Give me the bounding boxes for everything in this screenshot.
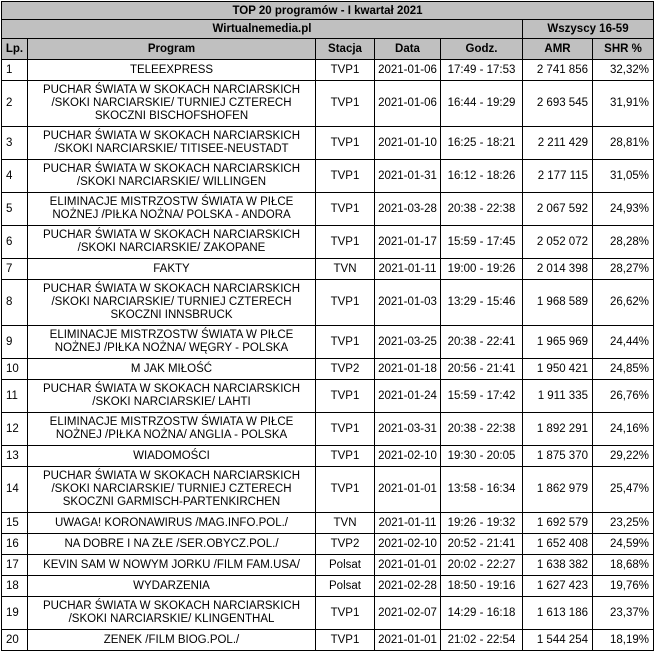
- ranking-table-container: [1, 1, 654, 651]
- row-program: ELIMINACJE MISTRZOSTW ŚWIATA W PIŁCE NOŻNEJ /PIŁKA NOŻNA/ WĘGRY - POLSKA: [28, 326, 316, 359]
- row-lp: 5: [2, 193, 28, 226]
- table-row: [2, 576, 654, 597]
- row-program: PUCHAR ŚWIATA W SKOKACH NARCIARSKICH /SKOKI NARCIARSKIE/ TURNIEJ CZTERECH SKOCZNI GARMISCH-PARTENKIRCHEN: [28, 467, 316, 513]
- row-shr: 18,19%: [593, 630, 654, 651]
- row-lp: 15: [2, 513, 28, 534]
- row-amr: 1 875 370: [523, 446, 593, 467]
- row-stacja: TVP1: [316, 193, 375, 226]
- row-amr: 1 638 382: [523, 555, 593, 576]
- row-amr: 2 052 072: [523, 226, 593, 259]
- row-amr: 1 965 969: [523, 326, 593, 359]
- row-amr: 2 067 592: [523, 193, 593, 226]
- table-row: [2, 127, 654, 160]
- row-godz: 20:38 - 22:41: [441, 326, 523, 359]
- column-header-amr: AMR: [523, 39, 593, 60]
- table-row: [2, 446, 654, 467]
- row-godz: 18:50 - 19:16: [441, 576, 523, 597]
- row-stacja: TVP1: [316, 226, 375, 259]
- table-row: [2, 60, 654, 81]
- table-row: [2, 81, 654, 127]
- table-row: [2, 326, 654, 359]
- row-godz: 16:12 - 18:26: [441, 160, 523, 193]
- row-stacja: TVP1: [316, 326, 375, 359]
- row-data: 2021-01-01: [375, 467, 441, 513]
- row-shr: 24,93%: [593, 193, 654, 226]
- row-lp: 4: [2, 160, 28, 193]
- row-shr: 25,47%: [593, 467, 654, 513]
- row-shr: 24,44%: [593, 326, 654, 359]
- row-program: WYDARZENIA: [28, 576, 316, 597]
- row-shr: 29,22%: [593, 446, 654, 467]
- row-lp: 14: [2, 467, 28, 513]
- row-data: 2021-01-06: [375, 60, 441, 81]
- row-data: 2021-03-28: [375, 193, 441, 226]
- row-lp: 13: [2, 446, 28, 467]
- row-data: 2021-01-01: [375, 630, 441, 651]
- row-program: PUCHAR ŚWIATA W SKOKACH NARCIARSKICH /SKOKI NARCIARSKIE/ TITISEE-NEUSTADT: [28, 127, 316, 160]
- row-stacja: TVP1: [316, 597, 375, 630]
- row-shr: 28,27%: [593, 259, 654, 280]
- column-header-godz: Godz.: [441, 39, 523, 60]
- row-lp: 18: [2, 576, 28, 597]
- row-amr: 1 627 423: [523, 576, 593, 597]
- row-data: 2021-03-25: [375, 326, 441, 359]
- table-row: [2, 555, 654, 576]
- column-header-data: Data: [375, 39, 441, 60]
- row-amr: 1 652 408: [523, 534, 593, 555]
- row-godz: 20:38 - 22:38: [441, 193, 523, 226]
- table-row: [2, 413, 654, 446]
- row-lp: 9: [2, 326, 28, 359]
- row-lp: 16: [2, 534, 28, 555]
- row-program: FAKTY: [28, 259, 316, 280]
- row-stacja: TVP1: [316, 81, 375, 127]
- table-row: [2, 534, 654, 555]
- row-stacja: TVP1: [316, 60, 375, 81]
- row-amr: 2 693 545: [523, 81, 593, 127]
- row-program: NA DOBRE I NA ZŁE /SER.OBYCZ.POL./: [28, 534, 316, 555]
- row-data: 2021-01-24: [375, 380, 441, 413]
- row-shr: 31,05%: [593, 160, 654, 193]
- row-godz: 15:59 - 17:42: [441, 380, 523, 413]
- table-row: [2, 513, 654, 534]
- row-lp: 19: [2, 597, 28, 630]
- table-row: [2, 160, 654, 193]
- row-data: 2021-02-10: [375, 534, 441, 555]
- row-godz: 16:44 - 19:29: [441, 81, 523, 127]
- row-shr: 18,68%: [593, 555, 654, 576]
- row-shr: 28,81%: [593, 127, 654, 160]
- row-data: 2021-02-07: [375, 597, 441, 630]
- row-godz: 14:29 - 16:18: [441, 597, 523, 630]
- row-godz: 19:00 - 19:26: [441, 259, 523, 280]
- row-stacja: TVN: [316, 513, 375, 534]
- row-amr: 2 741 856: [523, 60, 593, 81]
- row-amr: 2 014 398: [523, 259, 593, 280]
- row-godz: 20:56 - 21:41: [441, 359, 523, 380]
- row-amr: 1 544 254: [523, 630, 593, 651]
- row-stacja: Polsat: [316, 576, 375, 597]
- row-shr: 24,16%: [593, 413, 654, 446]
- row-data: 2021-01-17: [375, 226, 441, 259]
- row-program: TELEEXPRESS: [28, 60, 316, 81]
- row-godz: 17:49 - 17:53: [441, 60, 523, 81]
- row-amr: 2 177 115: [523, 160, 593, 193]
- column-header-stacja: Stacja: [316, 39, 375, 60]
- table-row: [2, 467, 654, 513]
- row-stacja: TVP2: [316, 359, 375, 380]
- row-shr: 32,32%: [593, 60, 654, 81]
- table-source: Wirtualnemedia.pl: [2, 20, 523, 39]
- row-lp: 6: [2, 226, 28, 259]
- row-program: WIADOMOŚCI: [28, 446, 316, 467]
- ranking-table: [1, 1, 654, 651]
- row-data: 2021-02-10: [375, 446, 441, 467]
- row-data: 2021-01-01: [375, 555, 441, 576]
- row-program: ELIMINACJE MISTRZOSTW ŚWIATA W PIŁCE NOŻNEJ /PIŁKA NOŻNA/ ANGLIA - POLSKA: [28, 413, 316, 446]
- table-body: [2, 60, 654, 651]
- row-lp: 20: [2, 630, 28, 651]
- row-data: 2021-01-31: [375, 160, 441, 193]
- row-shr: 31,91%: [593, 81, 654, 127]
- row-stacja: TVP1: [316, 413, 375, 446]
- table-row: [2, 380, 654, 413]
- row-program: ELIMINACJE MISTRZOSTW ŚWIATA W PIŁCE NOŻNEJ /PIŁKA NOŻNA/ POLSKA - ANDORA: [28, 193, 316, 226]
- row-stacja: TVP1: [316, 160, 375, 193]
- column-header-lp: Lp.: [2, 39, 28, 60]
- row-amr: 1 950 421: [523, 359, 593, 380]
- row-data: 2021-01-10: [375, 127, 441, 160]
- table-row: [2, 280, 654, 326]
- row-program: PUCHAR ŚWIATA W SKOKACH NARCIARSKICH /SKOKI NARCIARSKIE/ ZAKOPANE: [28, 226, 316, 259]
- table-row: [2, 259, 654, 280]
- table-row: [2, 193, 654, 226]
- row-lp: 10: [2, 359, 28, 380]
- row-godz: 20:02 - 22:27: [441, 555, 523, 576]
- row-amr: 1 968 589: [523, 280, 593, 326]
- row-lp: 7: [2, 259, 28, 280]
- row-stacja: TVP1: [316, 280, 375, 326]
- row-shr: 19,76%: [593, 576, 654, 597]
- row-data: 2021-03-31: [375, 413, 441, 446]
- row-stacja: TVN: [316, 259, 375, 280]
- row-data: 2021-01-18: [375, 359, 441, 380]
- row-godz: 16:25 - 18:21: [441, 127, 523, 160]
- row-shr: 24,59%: [593, 534, 654, 555]
- row-shr: 28,28%: [593, 226, 654, 259]
- row-data: 2021-02-28: [375, 576, 441, 597]
- row-program: PUCHAR ŚWIATA W SKOKACH NARCIARSKICH /SKOKI NARCIARSKIE/ KLINGENTHAL: [28, 597, 316, 630]
- row-shr: 24,85%: [593, 359, 654, 380]
- row-stacja: TVP1: [316, 630, 375, 651]
- row-lp: 1: [2, 60, 28, 81]
- row-stacja: TVP1: [316, 380, 375, 413]
- row-data: 2021-01-06: [375, 81, 441, 127]
- row-lp: 8: [2, 280, 28, 326]
- row-program: ZENEK /FILM BIOG.POL./: [28, 630, 316, 651]
- row-program: PUCHAR ŚWIATA W SKOKACH NARCIARSKICH /SKOKI NARCIARSKIE/ TURNIEJ CZTERECH SKOCZNI BISCHOFSHOFEN: [28, 81, 316, 127]
- row-lp: 12: [2, 413, 28, 446]
- row-lp: 11: [2, 380, 28, 413]
- table-row: [2, 359, 654, 380]
- row-godz: 19:30 - 20:05: [441, 446, 523, 467]
- row-program: UWAGA! KORONAWIRUS /MAG.INFO.POL./: [28, 513, 316, 534]
- row-program: PUCHAR ŚWIATA W SKOKACH NARCIARSKICH /SKOKI NARCIARSKIE/ TURNIEJ CZTERECH SKOCZNI INNSBRUCK: [28, 280, 316, 326]
- row-amr: 1 692 579: [523, 513, 593, 534]
- target-group: Wszyscy 16-59: [523, 20, 654, 39]
- row-stacja: TVP1: [316, 446, 375, 467]
- row-godz: 21:02 - 22:54: [441, 630, 523, 651]
- row-data: 2021-01-11: [375, 513, 441, 534]
- row-shr: 26,76%: [593, 380, 654, 413]
- row-stacja: TVP1: [316, 127, 375, 160]
- row-program: PUCHAR ŚWIATA W SKOKACH NARCIARSKICH /SKOKI NARCIARSKIE/ LAHTI: [28, 380, 316, 413]
- row-lp: 17: [2, 555, 28, 576]
- row-amr: 1 613 186: [523, 597, 593, 630]
- row-amr: 1 892 291: [523, 413, 593, 446]
- row-godz: 15:59 - 17:45: [441, 226, 523, 259]
- row-amr: 1 862 979: [523, 467, 593, 513]
- row-stacja: TVP2: [316, 534, 375, 555]
- row-lp: 2: [2, 81, 28, 127]
- column-header-shr: SHR %: [593, 39, 654, 60]
- row-stacja: Polsat: [316, 555, 375, 576]
- row-lp: 3: [2, 127, 28, 160]
- row-stacja: TVP1: [316, 467, 375, 513]
- row-data: 2021-01-03: [375, 280, 441, 326]
- row-program: KEVIN SAM W NOWYM JORKU /FILM FAM.USA/: [28, 555, 316, 576]
- row-amr: 1 911 335: [523, 380, 593, 413]
- table-row: [2, 226, 654, 259]
- table-row: [2, 597, 654, 630]
- column-header-row: [2, 39, 654, 60]
- column-header-program: Program: [28, 39, 316, 60]
- row-godz: 19:26 - 19:32: [441, 513, 523, 534]
- row-godz: 13:58 - 16:34: [441, 467, 523, 513]
- row-godz: 20:38 - 22:38: [441, 413, 523, 446]
- table-title: TOP 20 programów - I kwartał 2021: [2, 2, 654, 20]
- row-shr: 23,25%: [593, 513, 654, 534]
- row-shr: 26,62%: [593, 280, 654, 326]
- row-program: M JAK MIŁOŚĆ: [28, 359, 316, 380]
- row-program: PUCHAR ŚWIATA W SKOKACH NARCIARSKICH /SKOKI NARCIARSKIE/ WILLINGEN: [28, 160, 316, 193]
- row-shr: 23,37%: [593, 597, 654, 630]
- table-row: [2, 630, 654, 651]
- row-godz: 20:52 - 21:41: [441, 534, 523, 555]
- row-godz: 13:29 - 15:46: [441, 280, 523, 326]
- row-data: 2021-01-11: [375, 259, 441, 280]
- row-amr: 2 211 429: [523, 127, 593, 160]
